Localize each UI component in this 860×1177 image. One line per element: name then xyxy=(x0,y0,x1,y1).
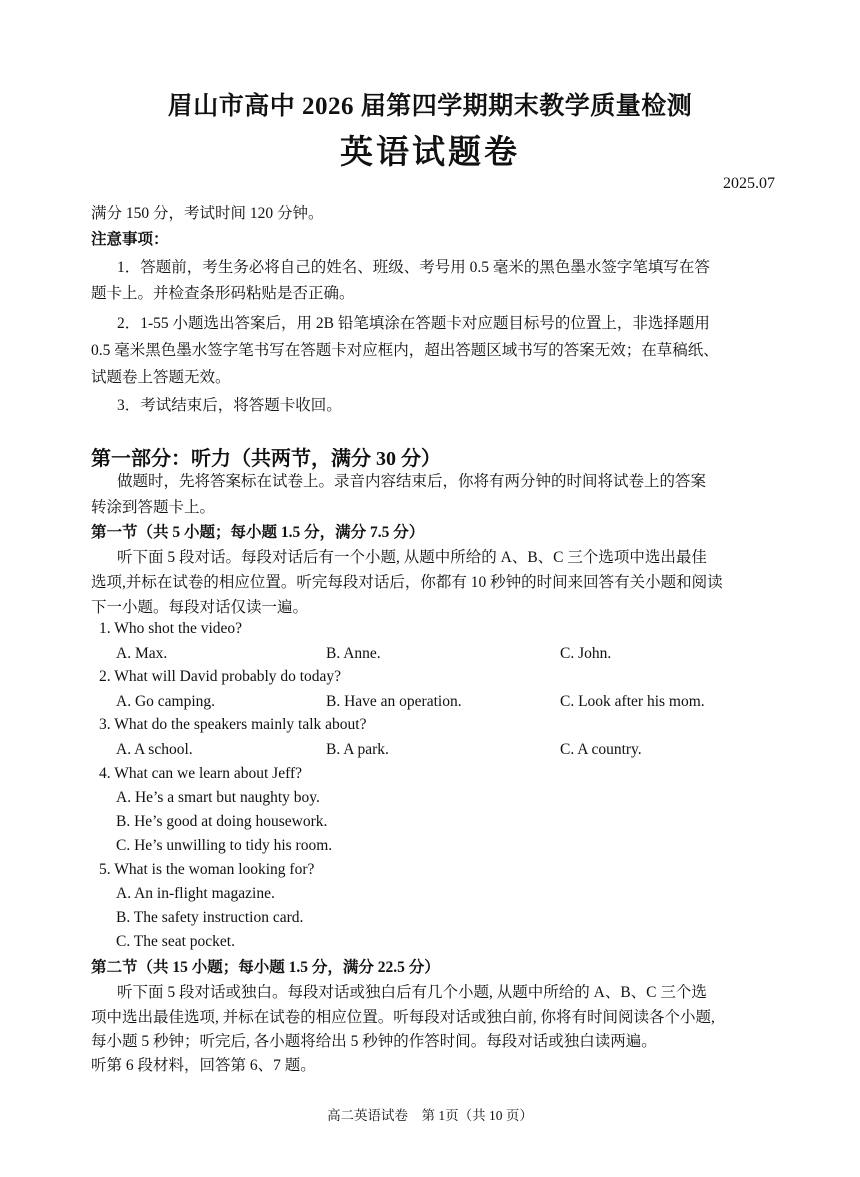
question-4-option-a: A. He’s a smart but naughty boy. xyxy=(116,789,320,806)
section1-line-3: 下一小题。每段对话仅读一遍。 xyxy=(91,599,309,616)
section2-line-4: 听第 6 段材料，回答第 6、7 题。 xyxy=(91,1057,316,1074)
question-2-option-a: A. Go camping. xyxy=(116,693,216,710)
score-time: 满分 150 分，考试时间 120 分钟。 xyxy=(91,205,324,222)
question-3-option-b: B. A park. xyxy=(326,741,389,758)
question-4-option-c: C. He’s unwilling to tidy his room. xyxy=(116,837,333,854)
section1-line-2: 选项,并标在试卷的相应位置。听完每段对话后，你都有 10 秒钟的时间来回答有关小题和阅读 xyxy=(91,574,723,591)
question-5-option-c: C. The seat pocket. xyxy=(116,933,235,950)
notice-heading: 注意事项： xyxy=(91,231,169,248)
question-5: 5. What is the woman looking for? xyxy=(99,861,315,878)
part1-instr-line-1: 做题时，先将答案标在试卷上。录音内容结束后，你将有两分钟的时间将试卷上的答案 xyxy=(117,473,707,490)
part1-heading: 第一部分：听力（共两节，满分 30 分） xyxy=(91,448,441,470)
part1-instr-line-2: 转涂到答题卡上。 xyxy=(91,499,216,516)
question-3: 3. What do the speakers mainly talk about? xyxy=(99,716,367,733)
section2-line-1: 听下面 5 段对话或独白。每段对话或独白后有几个小题, 从题中所给的 A、B、C 三个选 xyxy=(117,984,707,1001)
notice-2-line-3: 试题卷上答题无效。 xyxy=(91,369,231,386)
notice-1-line-1: 1．答题前，考生务必将自己的姓名、班级、考号用 0.5 毫米的黑色墨水签字笔填写在答 xyxy=(117,259,710,276)
notice-2-line-1: 2．1-55 小题选出答案后，用 2B 铅笔填涂在答题卡对应题目标号的位置上，非选择题用 xyxy=(117,315,710,332)
question-1: 1. Who shot the video? xyxy=(99,620,243,637)
exam-date: 2025.07 xyxy=(723,175,775,192)
question-1-option-b: B. Anne. xyxy=(326,645,381,662)
section2-line-3: 每小题 5 秒钟；听完后, 各小题将给出 5 秒钟的作答时间。每段对话或独白读两遍。 xyxy=(91,1033,657,1050)
notice-1-line-2: 题卡上。并检查条形码粘贴是否正确。 xyxy=(91,285,355,302)
notice-2-line-2: 0.5 毫米黑色墨水签字笔书写在答题卡对应框内，超出答题区域书写的答案无效；在草稿纸、 xyxy=(91,342,719,359)
question-5-option-a: A. An in-flight magazine. xyxy=(116,885,275,902)
section1-line-1: 听下面 5 段对话。每段对话后有一个小题, 从题中所给的 A、B、C 三个选项中选出最佳 xyxy=(117,549,707,566)
question-2-option-c: C. Look after his mom. xyxy=(560,693,705,710)
question-1-option-a: A. Max. xyxy=(116,645,168,662)
section1-heading: 第一节（共 5 小题；每小题 1.5 分，满分 7.5 分） xyxy=(91,524,425,541)
question-2-option-b: B. Have an operation. xyxy=(326,693,462,710)
section2-line-2: 项中选出最佳选项, 并标在试卷的相应位置。听每段对话或独白前, 你将有时间阅读各个小题, xyxy=(91,1009,715,1026)
page-footer: 高二英语试卷 第 1页（共 10 页） xyxy=(327,1108,533,1123)
notice-3: 3．考试结束后，将答题卡收回。 xyxy=(117,397,342,414)
question-2: 2. What will David probably do today? xyxy=(99,668,342,685)
question-1-option-c: C. John. xyxy=(560,645,612,662)
question-4-option-b: B. He’s good at doing housework. xyxy=(116,813,328,830)
question-3-option-a: A. A school. xyxy=(116,741,193,758)
section2-heading: 第二节（共 15 小题；每小题 1.5 分，满分 22.5 分） xyxy=(91,959,440,976)
exam-subtitle: 英语试题卷 xyxy=(340,135,520,171)
exam-title: 眉山市高中 2026 届第四学期期末教学质量检测 xyxy=(167,93,693,120)
question-5-option-b: B. The safety instruction card. xyxy=(116,909,304,926)
question-4: 4. What can we learn about Jeff? xyxy=(99,765,302,782)
question-3-option-c: C. A country. xyxy=(560,741,642,758)
